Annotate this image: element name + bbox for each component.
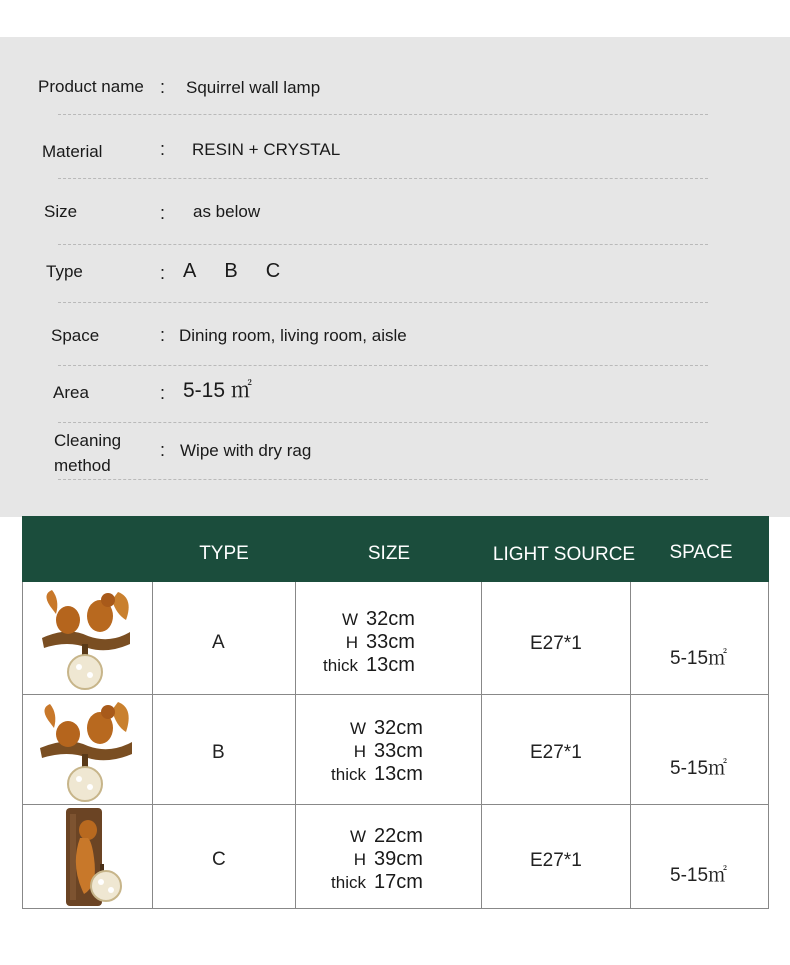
size-thick-value: 17cm — [374, 871, 423, 893]
spec-colon: : — [160, 440, 166, 460]
divider — [58, 114, 708, 115]
spec-value: Squirrel wall lamp — [186, 78, 321, 97]
divider — [58, 422, 708, 423]
column-divider — [481, 582, 482, 909]
size-thick-value: 13cm — [366, 654, 415, 676]
size-thick-label: thick — [331, 765, 366, 784]
size-thick-value: 13cm — [374, 763, 423, 785]
spec-value: 5-15 ㎡ — [183, 379, 252, 402]
spec-value: Wipe with dry rag — [180, 441, 312, 460]
spec-colon: : — [160, 77, 166, 97]
type-option-b: B — [224, 260, 238, 282]
size-thick-label: thick — [323, 656, 358, 675]
light-source-cell: E27*1 — [530, 850, 582, 871]
spec-label: Product name — [38, 77, 144, 96]
column-divider — [295, 582, 296, 909]
squirrel-trunk-lamp-image — [62, 808, 128, 908]
spec-colon: : — [160, 139, 166, 159]
spec-value: as below — [193, 202, 261, 221]
spec-label: Size — [44, 202, 78, 221]
light-source-cell: E27*1 — [530, 742, 582, 763]
spec-colon: : — [160, 383, 166, 403]
size-h-label: H — [353, 742, 366, 761]
type-options — [183, 259, 308, 284]
table-header — [22, 516, 769, 582]
divider — [58, 365, 708, 366]
type-option-a: A — [183, 260, 197, 282]
spec-label-line1: Cleaning — [54, 431, 122, 450]
divider — [58, 302, 708, 303]
light-source-cell: E27*1 — [530, 633, 582, 654]
size-thick-label: thick — [331, 873, 366, 892]
type-option-c: C — [265, 260, 281, 282]
divider — [58, 479, 708, 480]
size-w-value: 32cm — [374, 717, 423, 739]
type-cell: C — [212, 849, 226, 870]
header-type: TYPE — [199, 543, 249, 564]
size-h-value: 39cm — [374, 848, 423, 870]
size-w-value: 22cm — [374, 825, 423, 847]
spec-colon: : — [160, 325, 166, 345]
size-h-label: H — [345, 633, 358, 652]
size-cell — [320, 717, 423, 786]
column-divider — [630, 582, 631, 909]
type-cell: B — [212, 742, 225, 763]
size-h-label: H — [353, 850, 366, 869]
squirrel-pair-lamp-image — [38, 698, 134, 806]
space-cell: 5-15㎡ — [670, 648, 728, 669]
size-w-label: W — [349, 719, 366, 738]
size-cell — [320, 825, 423, 894]
spec-label: Material — [42, 142, 103, 161]
header-space: SPACE — [669, 542, 733, 563]
size-h-value: 33cm — [366, 631, 415, 653]
header-size: SIZE — [367, 543, 411, 564]
spec-value: RESIN + CRYSTAL — [192, 140, 341, 159]
spec-colon: : — [160, 263, 166, 283]
spec-value: Dining room, living room, aisle — [179, 326, 407, 345]
size-w-label: W — [341, 610, 358, 629]
space-cell: 5-15㎡ — [670, 758, 728, 779]
size-w-value: 32cm — [366, 608, 415, 630]
size-h-value: 33cm — [374, 740, 423, 762]
divider — [58, 178, 708, 179]
type-cell: A — [212, 632, 225, 653]
spec-colon: : — [160, 203, 166, 223]
spec-label: Space — [51, 326, 100, 345]
spec-label-line2: method — [54, 456, 111, 475]
spec-panel — [0, 37, 790, 517]
size-w-label: W — [349, 827, 366, 846]
spec-label: Area — [53, 383, 89, 402]
size-cell — [312, 608, 415, 677]
column-divider — [152, 582, 153, 909]
squirrel-pair-lamp-image — [38, 586, 134, 694]
divider — [58, 244, 708, 245]
product-table — [22, 516, 769, 909]
space-cell: 5-15㎡ — [670, 865, 728, 886]
spec-label: Type — [46, 262, 83, 281]
header-light-source: LIGHT SOURCE — [492, 544, 636, 565]
